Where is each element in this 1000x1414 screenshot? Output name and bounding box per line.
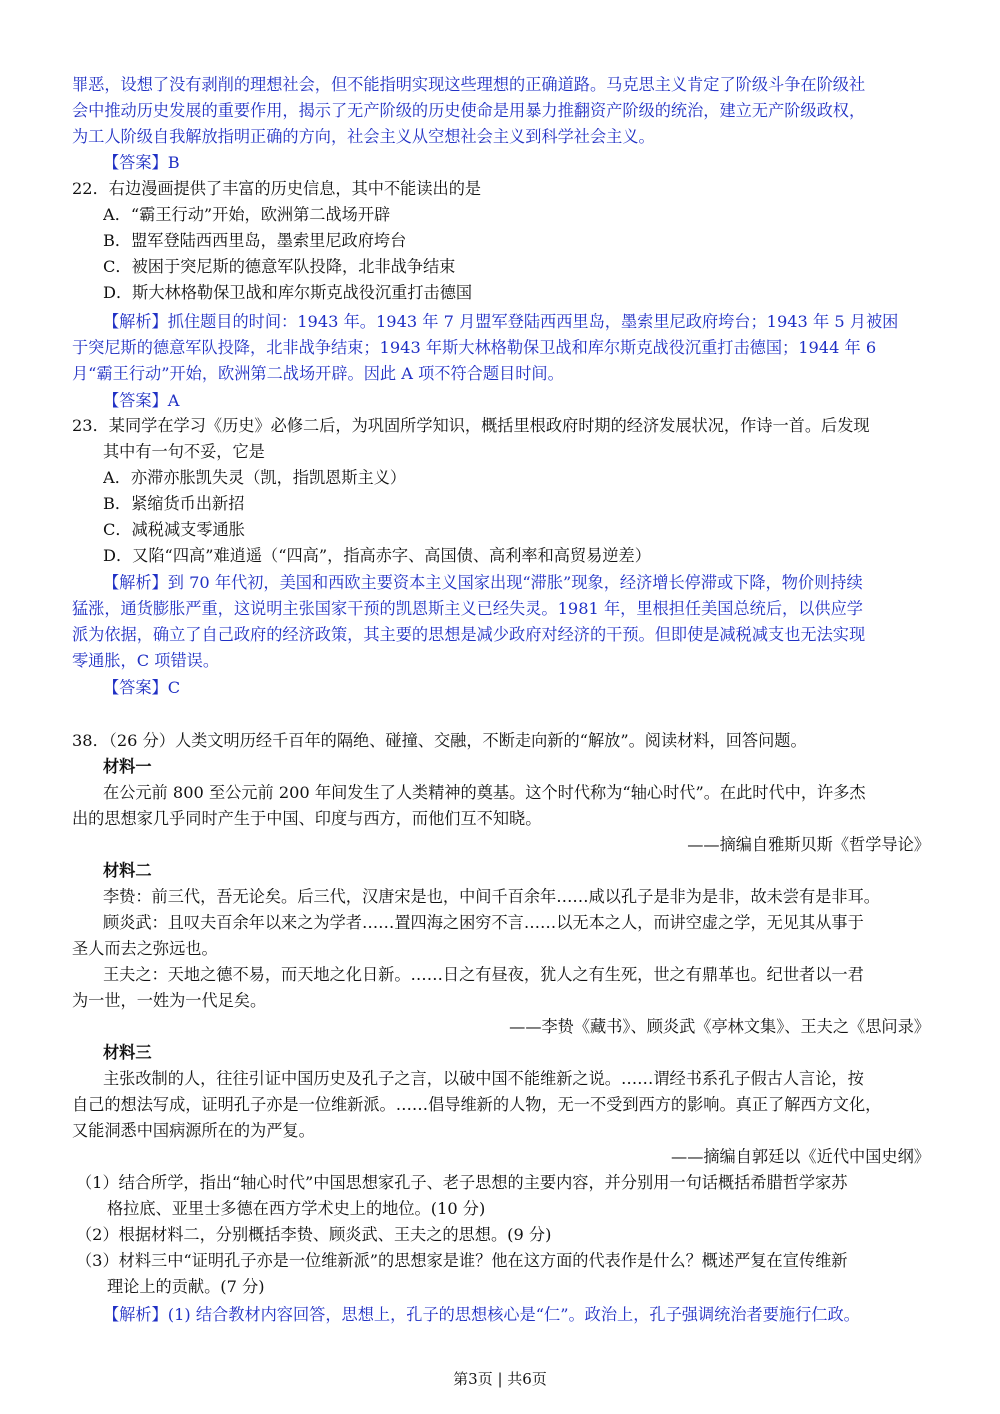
option-b: B．紧缩货币出新招 <box>103 494 245 513</box>
option-b: B．盟军登陆西西里岛，墨索里尼政府垮台 <box>103 231 407 250</box>
material-text: 圣人而去之弥远也。 <box>72 939 218 958</box>
sub-question-1: 格拉底、亚里士多德在西方学术史上的地位。(10 分) <box>107 1199 486 1218</box>
analysis-text: 【解析】到 70 年代初，美国和西欧主要资本主义国家出现“滞胀”现象，经济增长停滞或下降，物价则持续 <box>103 573 863 592</box>
material-source: ——李贽《藏书》、顾炎武《亭林文集》、王夫之《思问录》 <box>509 1017 930 1036</box>
material-source: ——摘编自郭廷以《近代中国史纲》 <box>671 1147 930 1166</box>
question-text: 其中有一句不妥，它是 <box>103 442 265 461</box>
material-heading: 材料二 <box>103 861 152 880</box>
option-d: D．斯大林格勒保卫战和库尔斯克战役沉重打击德国 <box>103 283 473 302</box>
answer-label: 【答案】C <box>103 678 181 697</box>
text-line: 为工人阶级自我解放指明正确的方向，社会主义从空想社会主义到科学社会主义。 <box>72 127 655 146</box>
text-line: 罪恶，设想了没有剥削的理想社会，但不能指明实现这些理想的正确道路。马克思主义肯定了阶级斗争在阶级社 <box>72 75 866 94</box>
material-text: 在公元前 800 至公元前 200 年间发生了人类精神的奠基。这个时代称为“轴心时代”。在此时代中，许多杰 <box>103 783 866 802</box>
sub-question-1: （1）结合所学，指出“轴心时代”中国思想家孔子、老子思想的主要内容，并分别用一句话概括希腊哲学家苏 <box>76 1173 848 1192</box>
material-heading: 材料三 <box>103 1043 152 1062</box>
answer-label: 【答案】B <box>103 153 180 172</box>
option-c: C．被困于突尼斯的德意军队投降，北非战争结束 <box>103 257 456 276</box>
material-heading: 材料一 <box>103 757 152 776</box>
material-source: ——摘编自雅斯贝斯《哲学导论》 <box>687 835 930 854</box>
sub-question-3: （3）材料三中“证明孔子亦是一位维新派”的思想家是谁？他在这方面的代表作是什么？概述严复在宣传维新 <box>76 1251 848 1270</box>
option-c: C．减税减支零通胀 <box>103 520 245 539</box>
sub-question-2: （2）根据材料二，分别概括李贽、顾炎武、王夫之的思想。(9 分) <box>76 1225 552 1244</box>
material-text: 为一世，一姓为一代足矣。 <box>72 991 267 1010</box>
option-a: A．“霸王行动”开始，欧洲第二战场开辟 <box>103 205 391 224</box>
question-22: 22．右边漫画提供了丰富的历史信息，其中不能读出的是 <box>72 179 482 198</box>
material-text: 出的思想家几乎同时产生于中国、印度与西方，而他们互不知晓。 <box>72 809 542 828</box>
analysis-text: 月“霸王行动”开始，欧洲第二战场开辟。因此 A 项不符合题目时间。 <box>72 364 564 383</box>
option-a: A．亦滞亦胀凯失灵（凯，指凯恩斯主义） <box>103 468 407 487</box>
question-38: 38．（26 分）人类文明历经千百年的隔绝、碰撞、交融，不断走向新的“解放”。阅读材料，回答问题。 <box>72 731 807 750</box>
page-footer: 第3页 | 共6页 <box>453 1370 547 1388</box>
sub-question-3: 理论上的贡献。(7 分) <box>107 1277 265 1296</box>
analysis-text: 零通胀，C 项错误。 <box>72 651 220 670</box>
analysis-text: 【解析】(1) 结合教材内容回答，思想上，孔子的思想核心是“仁”。政治上，孔子强调统治者要施行仁政。 <box>103 1305 860 1324</box>
material-text: 主张改制的人，往往引证中国历史及孔子之言，以破中国不能维新之说。……谓经书系孔子假古人言论，按 <box>103 1069 864 1088</box>
analysis-text: 于突尼斯的德意军队投降，北非战争结束；1943 年斯大林格勒保卫战和库尔斯克战役沉重打击德国；1944 年 6 <box>72 338 877 357</box>
analysis-text: 猛涨，通货膨胀严重，这说明主张国家干预的凯恩斯主义已经失灵。1981 年，里根担任美国总统后，以供应学 <box>72 599 863 618</box>
analysis-text: 派为依据，确立了自己政府的经济政策，其主要的思想是减少政府对经济的干预。但即使是减税减支也无法实现 <box>72 625 866 644</box>
material-text: 又能洞悉中国病源所在的为严复。 <box>72 1121 315 1140</box>
analysis-text: 【解析】抓住题目的时间：1943 年。1943 年 7 月盟军登陆西西里岛，墨索里尼政府垮台；1943 年 5 月被困 <box>103 312 899 331</box>
material-text: 自己的想法写成，证明孔子亦是一位维新派。……倡导维新的人物，无一不受到西方的影响。真正了解西方文化， <box>72 1095 882 1114</box>
question-23: 23．某同学在学习《历史》必修二后，为巩固所学知识，概括里根政府时期的经济发展状况，作诗一首。后发现 <box>72 416 870 435</box>
option-d: D．又陷“四高”难逍遥（“四高”，指高赤字、高国债、高利率和高贸易逆差） <box>103 546 651 565</box>
material-text: 王夫之：天地之德不易，而天地之化日新。……日之有昼夜，犹人之有生死，世之有鼎革也。纪世者以一君 <box>103 965 864 984</box>
material-text: 顾炎武：且叹夫百余年以来之为学者……置四海之困穷不言……以无本之人，而讲空虚之学，无见其从事于 <box>103 913 864 932</box>
answer-label: 【答案】A <box>103 391 180 410</box>
material-text: 李贽：前三代，吾无论矣。后三代，汉唐宋是也，中间千百余年……咸以孔子是非为是非，故未尝有是非耳。 <box>103 887 880 906</box>
text-line: 会中推动历史发展的重要作用，揭示了无产阶级的历史使命是用暴力推翻资产阶级的统治，建立无产阶级政权， <box>72 101 866 120</box>
